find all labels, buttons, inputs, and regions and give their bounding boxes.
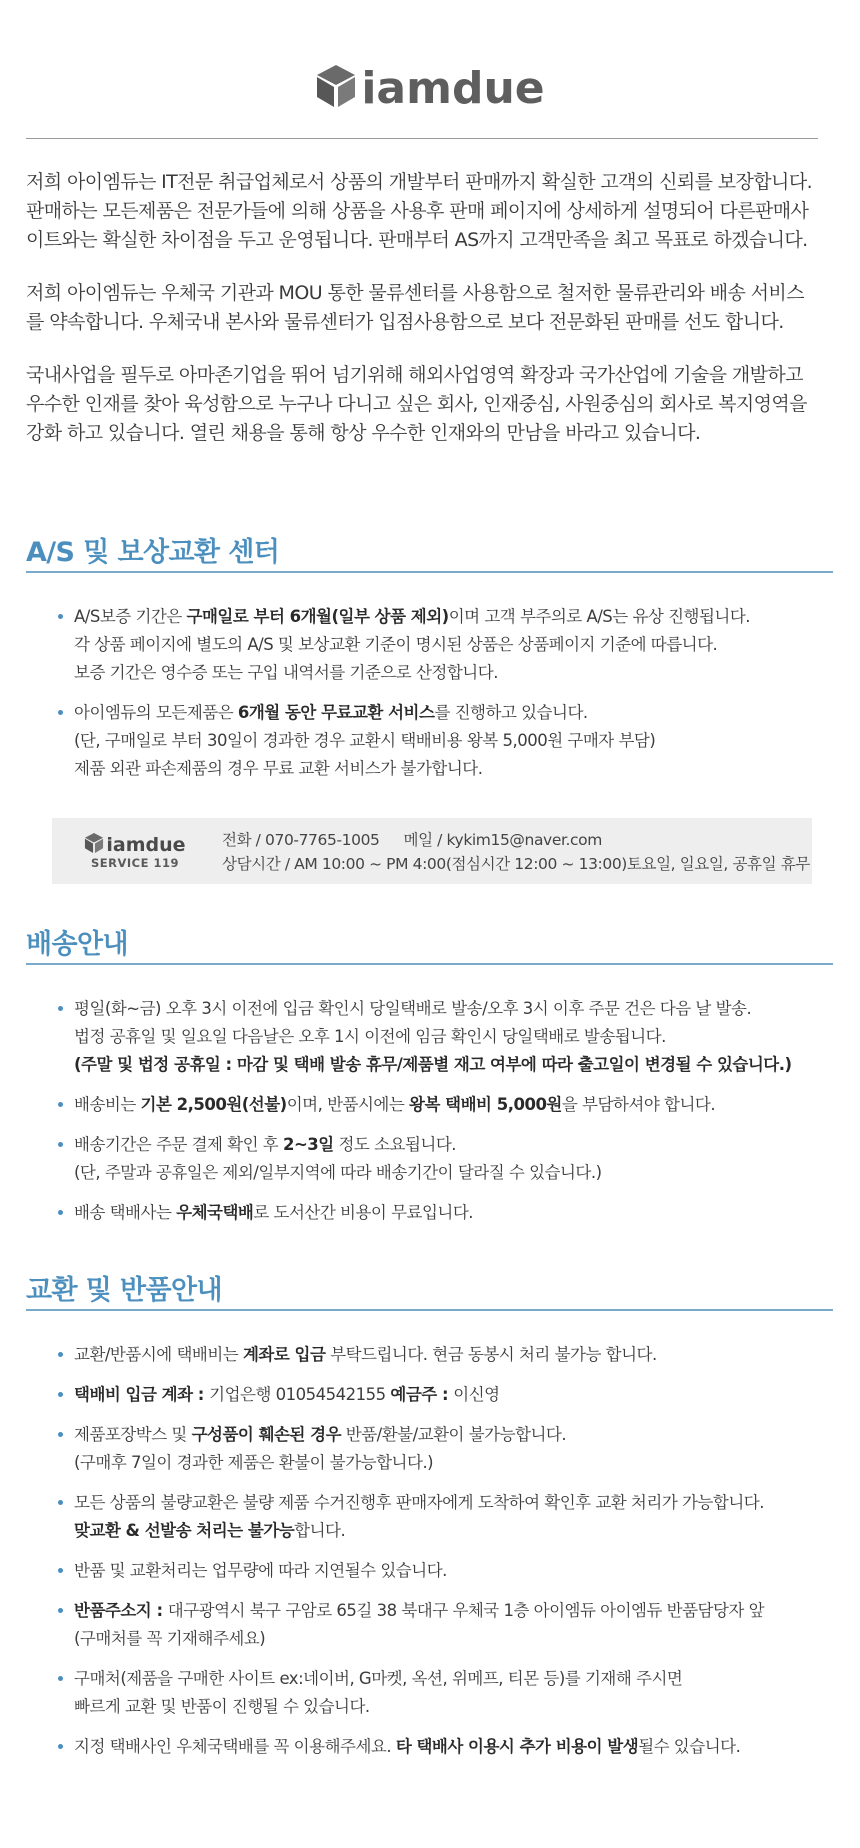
bullet-icon (58, 1500, 63, 1505)
cube-icon (84, 832, 104, 858)
list-item: 반품 및 교환처리는 업무량에 따라 지연될수 있습니다. (58, 1557, 828, 1585)
service-hours: 상담시간 / AM 10:00 ~ PM 4:00(점심시간 12:00 ~ 13:00)토요일, 일요일, 공휴일 휴무 (222, 855, 810, 873)
service-subtitle: SERVICE 119 (91, 856, 179, 870)
service-email: 메일 / kykim15@naver.com (403, 831, 602, 849)
as-section-title: A/S 및 보상교환 센터 (26, 537, 280, 568)
list-item: 모든 상품의 불량교환은 불량 제품 수거진행후 판매자에게 도착하여 확인후 교환 처리가 가능합니다. 맞교환 & 선발송 처리는 불가능합니다. (58, 1489, 828, 1545)
header (0, 58, 860, 118)
bullet-icon (58, 1432, 63, 1437)
list-item: 아이엠듀의 모든제품은 6개월 동안 무료교환 서비스를 진행하고 있습니다. (단, 구매일로 부터 30일이 경과한 경우 교환시 택배비용 왕복 5,000원 구매자 부담) 제품 외관 파손제품의 경우 무료 교환 서비스가 불가합니다. (58, 699, 828, 783)
service-logo: iamdue SERVICE 119 (80, 832, 190, 870)
bullet-icon (58, 1676, 63, 1681)
shipping-section-title: 배송안내 (26, 929, 128, 960)
bullet-icon (58, 1142, 63, 1147)
intro-paragraph: 저희 아이엠듀는 IT전문 취급업체로서 상품의 개발부터 판매까지 확실한 고객의 신뢰를 보장합니다. 판매하는 모든제품은 전문가들에 의해 상품을 사용후 판매 페이지에 상세하게 설명되어 다른판매사 이트와는 확실한 차이점을 두고 운영됩니다. 판매부터 AS까지 고객만족을 최고 목표로 하겠습니다. (26, 171, 813, 251)
list-item: A/S보증 기간은 구매일로 부터 6개월(일부 상품 제외)이며 고객 부주의로 A/S는 유상 진행됩니다. 각 상품 페이지에 별도의 A/S 및 보상교환 기준이 명시된 상품은 상품페이지 기준에 따릅니다. 보증 기간은 영수증 또는 구입 내역서를 기준으로 산정합니다. (58, 603, 828, 687)
list-item: 구매처(제품을 구매한 사이트 ex:네이버, G마켓, 옥션, 위메프, 티몬 등)를 기재해 주시면 빠르게 교환 및 반품이 진행될 수 있습니다. (58, 1665, 828, 1721)
intro (26, 168, 826, 472)
intro-paragraph: 저희 아이엠듀는 우체국 기관과 MOU 통한 물류센터를 사용함으로 철저한 물류관리와 배송 서비스 를 약속합니다. 우체국내 본사와 물류센터가 입점사용함으로 보다 전문화된 판매를 선도 합니다. (26, 282, 804, 333)
bullet-icon (58, 1608, 63, 1613)
list-item: 택배비 입금 계좌 : 기업은행 01054542155 예금주 : 이신영 (58, 1381, 828, 1409)
list-item: 반품주소지 : 대구광역시 북구 구암로 65길 38 북대구 우체국 1층 아이엠듀 아이엠듀 반품담당자 앞 (구매처를 꼭 기재해주세요) (58, 1597, 828, 1653)
bullet-icon (58, 1006, 63, 1011)
section-divider (26, 1309, 833, 1311)
bullet-icon (58, 1392, 63, 1397)
shipping-list (58, 995, 828, 1239)
cube-icon (315, 63, 357, 113)
service-contact (222, 828, 810, 876)
list-item: 평일(화~금) 오후 3시 이전에 입금 확인시 당일택배로 발송/오후 3시 이후 주문 건은 다음 날 발송. 법정 공휴일 및 일요일 다음날은 오후 1시 이전에 임금 확인시 당일택배로 발송됩니다. (주말 및 법정 공휴일 : 마감 및 택배 발송 휴무/제품별 재고 여부에 따라 출고일이 변경될 수 있습니다.) (58, 995, 828, 1079)
as-list (58, 603, 828, 795)
brand-name: iamdue (361, 62, 545, 114)
list-item: 지정 택배사인 우체국택배를 꼭 이용해주세요. 타 택배사 이용시 추가 비용이 발생될수 있습니다. (58, 1733, 828, 1761)
service-phone: 전화 / 070-7765-1005 (222, 831, 380, 849)
brand-logo (315, 63, 544, 114)
list-item: 교환/반품시에 택배비는 계좌로 입금 부탁드립니다. 현금 동봉시 처리 불가능 합니다. (58, 1341, 828, 1369)
service-info-box (52, 818, 812, 884)
list-item: 배송 택배사는 우체국택배로 도서산간 비용이 무료입니다. (58, 1199, 828, 1227)
section-divider (26, 571, 833, 573)
header-divider (26, 138, 818, 139)
bullet-icon (58, 1744, 63, 1749)
bullet-icon (58, 1568, 63, 1573)
intro-paragraph: 국내사업을 필두로 아마존기업을 뛰어 넘기위해 해외사업영역 확장과 국가산업에 기술을 개발하고 우수한 인재를 찾아 육성함으로 누구나 다니고 싶은 회사, 인재중심, 사원중심의 회사로 복지영역을 강화 하고 있습니다. 열린 채용을 통해 항상 우수한 인재와의 만남을 바라고 있습니다. (26, 364, 807, 444)
bullet-icon (58, 614, 63, 619)
bullet-icon (58, 1210, 63, 1215)
bullet-icon (58, 1352, 63, 1357)
list-item: 배송기간은 주문 결제 확인 후 2~3일 정도 소요됩니다. (단, 주말과 공휴일은 제외/일부지역에 따라 배송기간이 달라질 수 있습니다.) (58, 1131, 828, 1187)
returns-list (58, 1341, 828, 1773)
bullet-icon (58, 1102, 63, 1107)
section-divider (26, 963, 833, 965)
list-item: 제품포장박스 및 구성품이 훼손된 경우 반품/환불/교환이 불가능합니다. (구매후 7일이 경과한 제품은 환불이 불가능합니다.) (58, 1421, 828, 1477)
list-item: 배송비는 기본 2,500원(선불)이며, 반품시에는 왕복 택배비 5,000원을 부담하셔야 합니다. (58, 1091, 828, 1119)
bullet-icon (58, 710, 63, 715)
returns-section-title: 교환 및 반품안내 (26, 1275, 222, 1306)
